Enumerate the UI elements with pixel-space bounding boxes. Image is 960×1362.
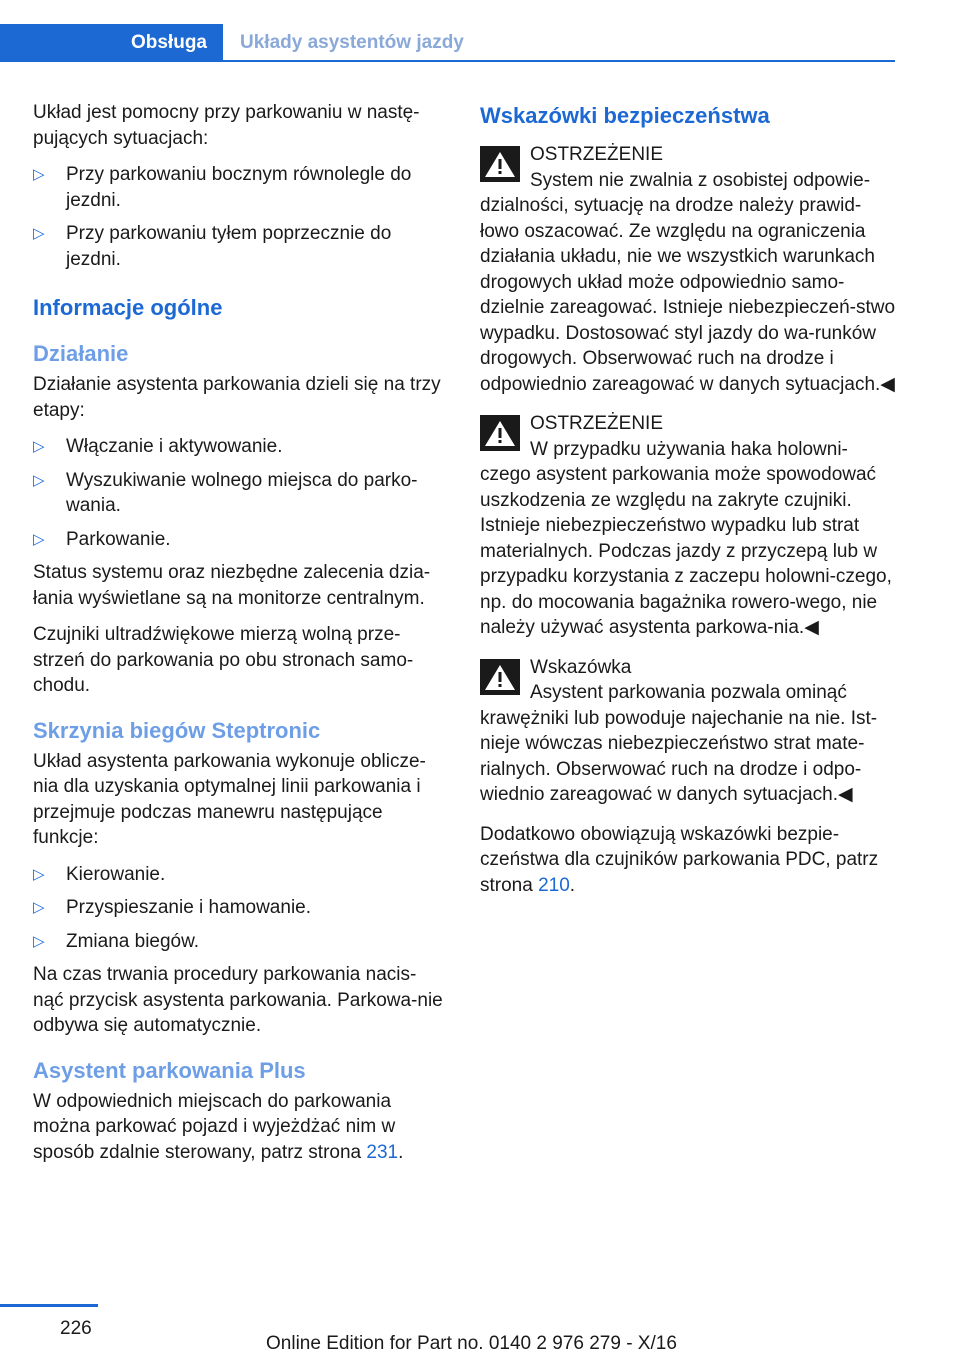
list-item: ▷ Parkowanie.	[33, 527, 443, 553]
edition-text: Online Edition for Part no. 0140 2 976 279 - X/16	[266, 1333, 677, 1354]
status-paragraph: Status systemu oraz niezbędne zalecenia dzia‐łania wyświetlane są na monitorze centralnym.	[33, 562, 431, 609]
page-link-231[interactable]: 231	[366, 1141, 399, 1163]
tab-underline	[223, 60, 895, 62]
list-item: ▷ Włączanie i aktywowanie.	[33, 434, 443, 460]
warning-first-line: W przypadku używania haka holowni‐	[530, 438, 848, 460]
footer-rule	[0, 1304, 98, 1307]
pdc-paragraph	[480, 822, 900, 899]
warning-text: czego asystent parkowania może spowodować uszkodzenia ze względu na zakryte czujniki. Istnieje niebezpieczeństwo wypadku lub strat materialnych. Podczas jazdy z przyczepą lub w przypadku korzystania z zaczepu holowni‐czego, np. do mocowania bagażnika rowero‐wego, nie należy używać asystenta parkowa‐nia.◀	[480, 464, 892, 638]
warning-title: OSTRZEŻENIE	[530, 144, 664, 165]
list-item: ▷ Kierowanie.	[33, 862, 443, 888]
heading-steptronic: Skrzynia biegów Steptronic	[33, 717, 321, 743]
list-item: ▷ Przyspieszanie i hamowanie.	[33, 895, 443, 921]
pdc-text: Dodatkowo obowiązują wskazówki bezpie‐czeństwa dla czujników parkowania PDC, patrz strona	[480, 823, 879, 896]
warning-triangle-icon	[480, 146, 520, 182]
steptronic-list	[33, 862, 443, 955]
press-button-paragraph: Na czas trwania procedury parkowania nacis‐nąć przycisk asystenta parkowania. Parkowa‐nie odbywa się automatycznie.	[33, 964, 443, 1036]
heading-general-info: Informacje ogólne	[33, 295, 223, 320]
chapter-tabbar	[0, 24, 895, 62]
list-item: ▷ Zmiana biegów.	[33, 929, 443, 955]
heading-operation: Działanie	[33, 341, 129, 366]
note-block	[480, 655, 900, 808]
warning-triangle-icon	[480, 659, 520, 695]
note-title: Wskazówka	[530, 656, 632, 678]
warning-text: dzialności, sytuację na drodze należy prawid‐łowo oszacować. Ze względu na ograniczenia działania układu, nie we wszystkich warunkach drogowych układ może odpowiednio samo‐dzielnie zareagować. Istnieje niebezpieczeń‐stwo wypadku. Dostosować styl jazdy do wa‐runków drogowych. Obserwować ruch na drodze i odpowiednio zareagować w danych sytuacjach.◀	[480, 195, 896, 395]
plus-text: W odpowiednich miejscach do parkowania można parkować pojazd i wyjeżdżać nim w sposób zdalnie sterowany, patrz strona	[33, 1090, 396, 1163]
left-column	[33, 100, 443, 1176]
warning-title: OSTRZEŻENIE	[530, 413, 664, 434]
warning-block-1	[480, 142, 900, 397]
plus-paragraph	[33, 1089, 443, 1166]
heading-safety-notes: Wskazówki bezpieczeństwa	[480, 103, 770, 128]
warning-block-2	[480, 411, 900, 641]
heading-parking-assistant-plus: Asystent parkowania Plus	[33, 1057, 306, 1083]
note-first-line: Asystent parkowania pozwala ominąć	[530, 682, 847, 703]
note-text: krawężniki lub powoduje najechanie na nie. Ist‐nieje wówczas niebezpieczeństwo strat mate‐rialnych. Obserwować ruch na drodze i odpo‐wiednio zareagować w danych sytuacjach.◀	[480, 707, 878, 805]
list-item: ▷ Przy parkowaniu bocznym równolegle do jezdni.	[33, 162, 443, 213]
right-column	[480, 100, 900, 909]
list-item: ▷ Przy parkowaniu tyłem poprzecznie do jezdni.	[33, 221, 443, 272]
plus-end: .	[398, 1141, 404, 1163]
steptronic-paragraph: Układ asystenta parkowania wykonuje oblicze‐nia dla uzyskania optymalnej linii parkowania i przejmuje podczas manewru następujące funkcje:	[33, 750, 426, 848]
list-item: ▷ Wyszukiwanie wolnego miejsca do parko‐wania.	[33, 468, 443, 519]
warning-first-line: System nie zwalnia z osobistej odpowie‐	[530, 169, 871, 191]
page-number: 226	[60, 1318, 92, 1339]
intro-paragraph: Układ jest pomocny przy parkowaniu w nastę‐pujących sytuacjach:	[33, 102, 420, 149]
operation-paragraph: Działanie asystenta parkowania dzieli się na trzy etapy:	[33, 374, 441, 421]
intro-list	[33, 162, 443, 272]
tab-uklady-asystentow[interactable]: Układy asystentów jazdy	[240, 32, 464, 53]
warning-triangle-icon	[480, 415, 520, 451]
pdc-end: .	[569, 874, 576, 896]
operation-list	[33, 434, 443, 552]
tab-obsluga[interactable]: Obsługa	[0, 24, 223, 62]
page-link-210[interactable]: 210	[538, 874, 570, 896]
sensors-paragraph: Czujniki ultradźwiękowe mierzą wolną prze‐strzeń do parkowania po obu stronach samo‐chodu.	[33, 624, 414, 696]
